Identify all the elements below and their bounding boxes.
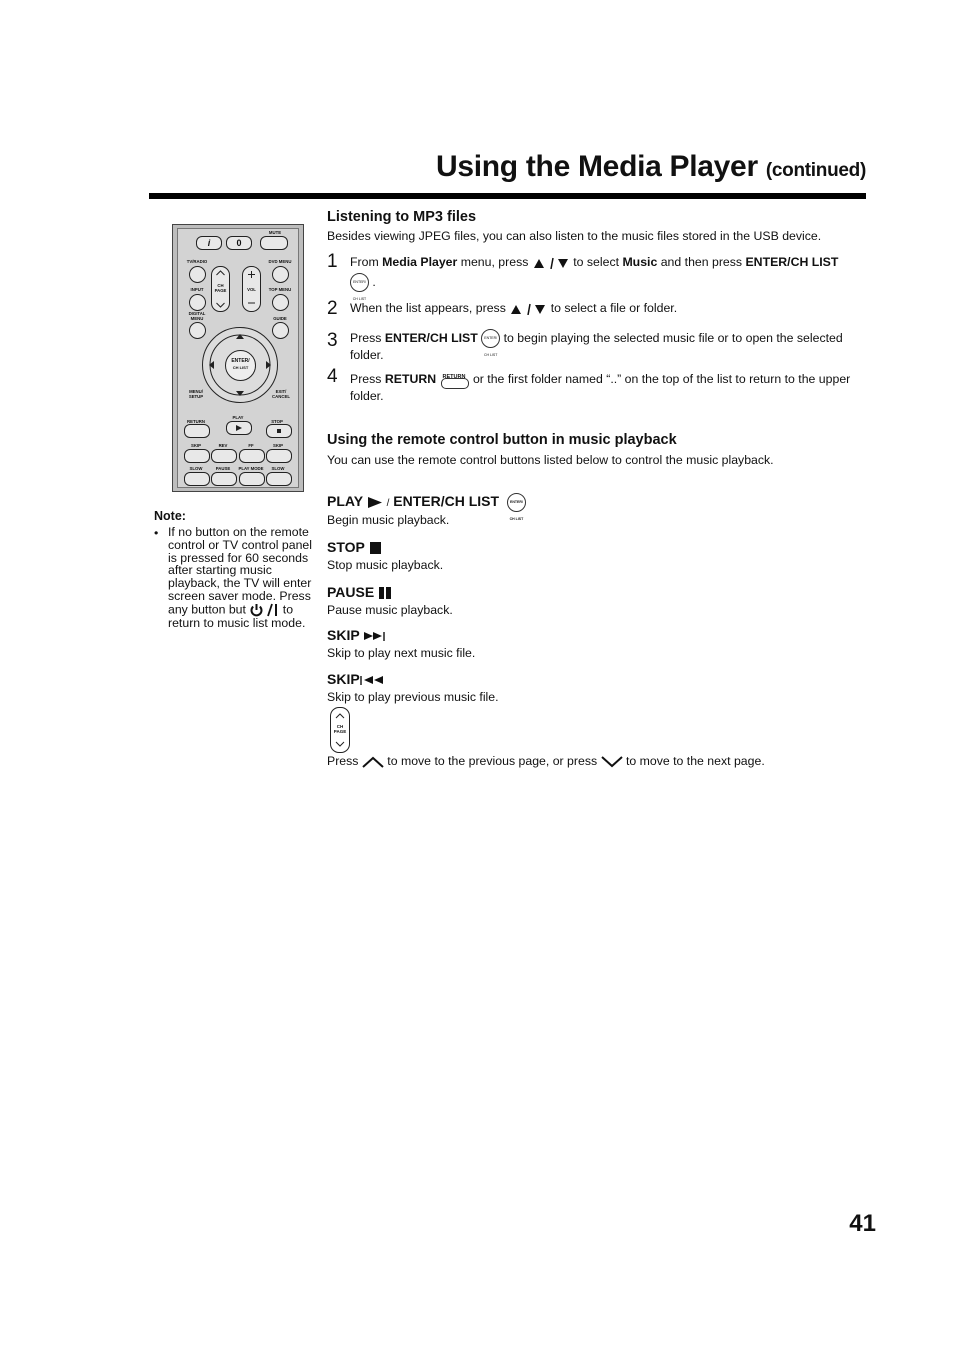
remote-label-digitalmenu: DIGITAL MENU (188, 311, 206, 321)
step-number-1: 1 (327, 251, 338, 272)
remote-zero-button: 0 (226, 236, 252, 250)
remote-label-enter: ENTER/ (231, 358, 250, 364)
chevron-down-icon (601, 756, 623, 768)
note-box (154, 509, 319, 630)
enter-chlist-icon: ENTER/ CH LIST (481, 329, 500, 348)
remote-input-button (189, 294, 206, 311)
remote-skipnext-button (266, 449, 292, 463)
note-bullet: • (154, 526, 159, 540)
up-down-arrows-icon (509, 303, 547, 315)
enter-label: ENTER/CH LIST (393, 493, 500, 510)
step-4-a: Press (350, 372, 385, 386)
remote-label-rev: REV (218, 443, 228, 448)
stop-desc: Stop music playback. (327, 558, 444, 572)
skip-prev-label: SKIP (327, 671, 360, 687)
remote-stop-button (266, 424, 292, 438)
page-title (300, 150, 866, 184)
skip-prev-heading (327, 671, 386, 687)
remote-mute-button (260, 236, 288, 250)
power-icon (249, 603, 279, 617)
remote-label-chlist: CH LIST (232, 365, 249, 370)
remote-label-vol: VOL (247, 287, 256, 292)
pause-heading (327, 584, 392, 600)
skip-prev-desc: Skip to play previous music file. (327, 690, 499, 704)
step-number-3: 3 (327, 330, 338, 351)
remote-label-dvdmenu: DVD MENU (268, 259, 292, 264)
enter-chlist-icon: ENTER/ CH LIST (350, 273, 369, 292)
stop-label: STOP (327, 539, 365, 555)
remote-label-topmenu: TOP MENU (268, 287, 292, 292)
remote-rev-button (211, 449, 237, 463)
remote-label-skip: SKIP (190, 443, 202, 448)
return-icon-shape (441, 378, 469, 389)
section-intro-mp3: Besides viewing JPEG files, you can also listen to the music files stored in the USB device. (327, 229, 822, 243)
section-heading-remote: Using the remote control button in music playback (327, 432, 677, 448)
stop-icon (369, 541, 382, 555)
step-4-c: or the first folder named “..” on the top of the list to return to the upper folder. (350, 372, 851, 403)
note-text (168, 526, 319, 630)
chpage-b: to move to the previous page, or press (387, 754, 601, 768)
step-4-return: RETURN (384, 372, 437, 386)
remote-label-mute: MUTE (268, 230, 282, 235)
remote-label-slow2: SLOW (271, 466, 285, 471)
remote-label-input: INPUT (190, 287, 204, 292)
title-continued: (continued) (765, 160, 866, 181)
play-icon (367, 496, 383, 509)
remote-topmenu-button (272, 294, 289, 311)
step-4-text (350, 371, 870, 404)
skip-prev-icon (360, 674, 386, 686)
step-1-c: menu, press (457, 255, 532, 269)
step-1-d: to select (573, 255, 623, 269)
skip-next-label: SKIP (327, 627, 360, 643)
note-text-after: to return to music list mode. (168, 602, 306, 630)
remote-label-stop: STOP (271, 419, 283, 424)
pause-icon (378, 586, 392, 600)
return-icon-label: RETURN (442, 373, 466, 380)
remote-label-playmode: PLAY MODE (238, 466, 264, 471)
stop-heading (327, 539, 382, 555)
chpage-a: Press (327, 754, 362, 768)
play-desc: Begin music playback. (327, 513, 450, 527)
step-number-2: 2 (327, 298, 338, 319)
remote-label-return: RETURN (187, 419, 205, 424)
remote-label-pause: PAUSE (215, 466, 231, 471)
remote-slowfwd-button (266, 472, 292, 486)
title-text: Using the Media Player (435, 150, 758, 183)
title-rule (149, 193, 866, 199)
step-3-enter: ENTER/CH LIST (384, 330, 478, 345)
remote-label-exitcancel: EXIT/ CANCEL (272, 389, 290, 399)
chpage-button-icon (330, 707, 350, 753)
remote-skipprev-button (184, 449, 210, 463)
note-text-before: If no button on the remote control or TV control panel is pressed for 60 seconds after starting music playback, the TV will enter screen saver mode. Press any button but (168, 525, 312, 617)
remote-enter-button (225, 350, 256, 381)
step-1-text (350, 254, 870, 301)
remote-pause-button (211, 472, 237, 486)
step-2-a: When the list appears, press (350, 301, 510, 315)
remote-label-skip2: SKIP (272, 443, 284, 448)
step-1-period: . (372, 274, 376, 289)
note-heading: Note: (154, 509, 186, 523)
step-1-a: From (350, 255, 383, 269)
step-number-4: 4 (327, 366, 338, 387)
chpage-c: to move to the next page. (625, 754, 765, 768)
remote-info-button: i (196, 236, 222, 250)
remote-face (177, 228, 299, 488)
remote-vol-rocker (242, 266, 261, 312)
play-separator: / (386, 498, 390, 510)
chevron-up-icon (362, 756, 384, 768)
return-button-icon (440, 372, 470, 388)
remote-ff-button (239, 449, 265, 463)
remote-label-guide: GUIDE (273, 316, 287, 321)
step-2-text (350, 301, 870, 315)
up-down-arrows-icon (532, 257, 570, 269)
remote-label-tvradio: TV/RADIO (186, 259, 208, 264)
step-2-b: to select a file or folder. (550, 301, 678, 315)
step-1-enter: ENTER/CH LIST (745, 255, 839, 269)
step-1-music: Music (622, 255, 658, 269)
remote-label-chpage: CH PAGE (214, 283, 227, 293)
pause-desc: Pause music playback. (327, 603, 453, 617)
remote-dvdmenu-button (272, 266, 289, 283)
remote-label-slow: SLOW (189, 466, 203, 471)
step-3-c: to begin playing the selected music file or to open the selected folder. (350, 330, 843, 362)
play-label: PLAY (327, 493, 363, 510)
pause-label: PAUSE (327, 584, 375, 600)
remote-control-illustration (172, 224, 304, 492)
chpage-icon-label: CH PAGE (333, 724, 347, 734)
remote-tvradio-button (189, 266, 206, 283)
remote-stop-icon (267, 425, 291, 437)
enter-chlist-icon: ENTER/ CH LIST (507, 493, 526, 512)
step-1-media-player: Media Player (382, 255, 458, 269)
remote-play-button (226, 421, 252, 435)
skip-next-icon (363, 630, 387, 642)
step-1-f: and then press (657, 255, 746, 269)
remote-playmode-button (239, 472, 265, 486)
remote-label-ff: FF (248, 443, 254, 448)
remote-chpage-rocker (211, 266, 230, 312)
skip-next-heading (327, 627, 387, 643)
section-heading-mp3: Listening to MP3 files (327, 209, 477, 225)
chpage-text (327, 754, 867, 768)
remote-slowrev-button (184, 472, 210, 486)
note-item (154, 526, 319, 630)
remote-label-play: PLAY (232, 415, 244, 420)
remote-play-icon (227, 422, 251, 434)
step-3-text (350, 329, 870, 362)
section-intro-remote: You can use the remote control buttons listed below to control the music playback. (327, 453, 774, 467)
remote-return-button (184, 424, 210, 438)
step-3-a: Press (350, 330, 385, 345)
page-number: 41 (849, 1210, 876, 1237)
remote-label-menusetup: MENU/ SETUP (188, 389, 204, 399)
skip-next-desc: Skip to play next music file. (327, 646, 476, 660)
